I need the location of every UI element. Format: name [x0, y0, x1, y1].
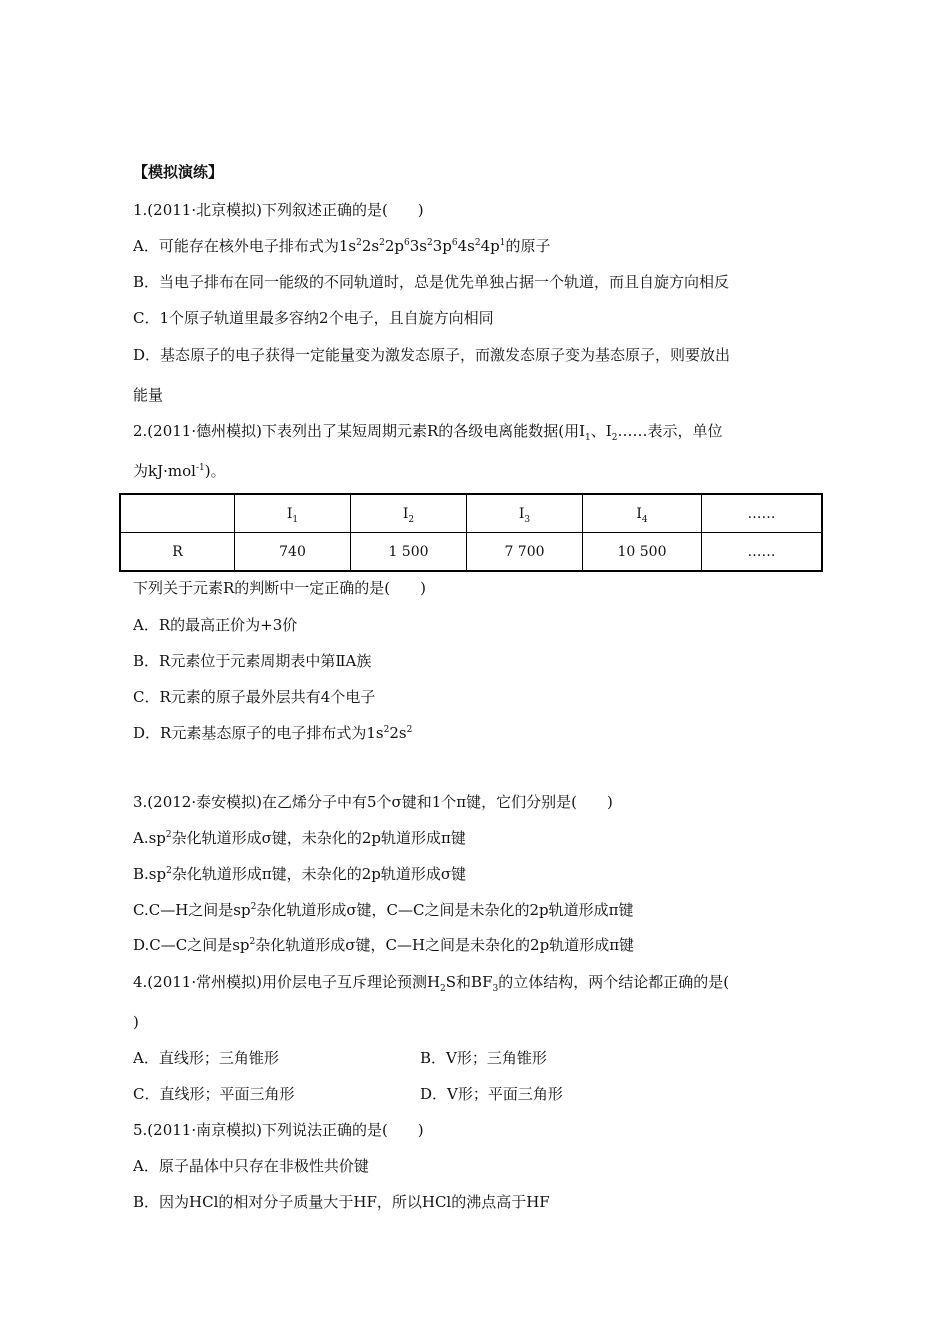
q1-option-d: D．基态原子的电子获得一定能量变为激发态原子，而激发态原子变为基态原子，则要放出: [133, 346, 731, 364]
q1-option-a-text: A．可能存在核外电子排布式为: [133, 237, 339, 255]
table-header-cell: $I_2$: [351, 494, 467, 533]
q1-config: $1s^22s^22p^63s^23p^64s^24p^1$: [338, 237, 506, 255]
q2-ask: 下列关于元素R的判断中一定正确的是( ): [133, 579, 426, 597]
q4-option-c: C．直线形；平面三角形: [133, 1085, 295, 1103]
table-header-row: [120, 494, 822, 533]
q1-option-a-end: 的原子: [505, 237, 551, 255]
q1-stem: 1.(2011·北京模拟)下列叙述正确的是( ): [133, 201, 424, 219]
q2-option-b: B．R元素位于元素周期表中第ⅡA族: [133, 652, 372, 670]
table-header-cell: [120, 494, 235, 533]
table-header-cell: ……: [702, 494, 823, 533]
table-cell: 10 500: [583, 533, 702, 572]
q1-option-b: B．当电子排布在同一能级的不同轨道时，总是优先单独占据一个轨道，而且自旋方向相反: [133, 273, 730, 291]
q3-option-a: $A.sp^2$杂化轨道形成σ键，未杂化的2p轨道形成π键: [133, 829, 466, 847]
table-header-cell: $I_1$: [235, 494, 351, 533]
q4-stem-cont: ): [133, 1013, 139, 1031]
q1-option-c: C．1个原子轨道里最多容纳2个电子，且自旋方向相同: [133, 309, 494, 327]
table-row: [120, 533, 822, 572]
q1-option-a: [133, 236, 550, 256]
q1-option-d-cont: 能量: [133, 386, 164, 404]
q4-option-d: D．V形；平面三角形: [420, 1085, 563, 1103]
q5-option-b: B．因为HCl的相对分子质量大于HF，所以HCl的沸点高于HF: [133, 1193, 550, 1211]
q3-option-d: D.C—C之间是$sp^2$杂化轨道形成σ键，C—H之间是未杂化的2p轨道形成π键: [133, 936, 635, 954]
table-row-label: R: [120, 533, 235, 572]
q3-option-c: C.C—H之间是$sp^2$杂化轨道形成σ键，C—C之间是未杂化的2p轨道形成π键: [133, 901, 634, 919]
q2-stem: 2.(2011·德州模拟)下表列出了某短周期元素R的各级电离能数据(用$I_1$、$I_2\dots\dots$表示，单位: [133, 422, 723, 443]
q5-option-a: A．原子晶体中只存在非极性共价键: [133, 1157, 369, 1175]
q3-option-b: $B.sp^2$杂化轨道形成π键，未杂化的2p轨道形成σ键: [133, 865, 467, 883]
q4-option-a: A．直线形；三角锥形: [133, 1049, 279, 1067]
q4-option-b: B．V形；三角锥形: [420, 1049, 547, 1067]
table-header-cell: $I_4$: [583, 494, 702, 533]
table-cell: 7 700: [467, 533, 583, 572]
q2-option-c: C．R元素的原子最外层共有4个电子: [133, 688, 376, 706]
ionization-energy-table: [119, 493, 823, 572]
q4-stem: 4.(2011·常州模拟)用价层电子互斥理论预测$H_2S$和$BF_3$的立体结构，两个结论都正确的是(: [133, 973, 730, 994]
table-cell: 1 500: [351, 533, 467, 572]
q2-stem-cont: 为kJ·mol$^{-1}$)。: [133, 462, 226, 480]
table-cell: 740: [235, 533, 351, 572]
table-header-cell: $I_3$: [467, 494, 583, 533]
table-cell: ……: [702, 533, 823, 572]
q2-option-a: A．R的最高正价为+3价: [133, 616, 298, 634]
q5-stem: 5.(2011·南京模拟)下列说法正确的是( ): [133, 1121, 424, 1139]
q2-option-d: D．R元素基态原子的电子排布式为$1s^22s^2$: [133, 724, 413, 742]
q3-stem: 3.(2012·泰安模拟)在乙烯分子中有5个σ键和1个π键，它们分别是( ): [133, 793, 613, 811]
section-title: 【模拟演练】: [133, 163, 224, 181]
